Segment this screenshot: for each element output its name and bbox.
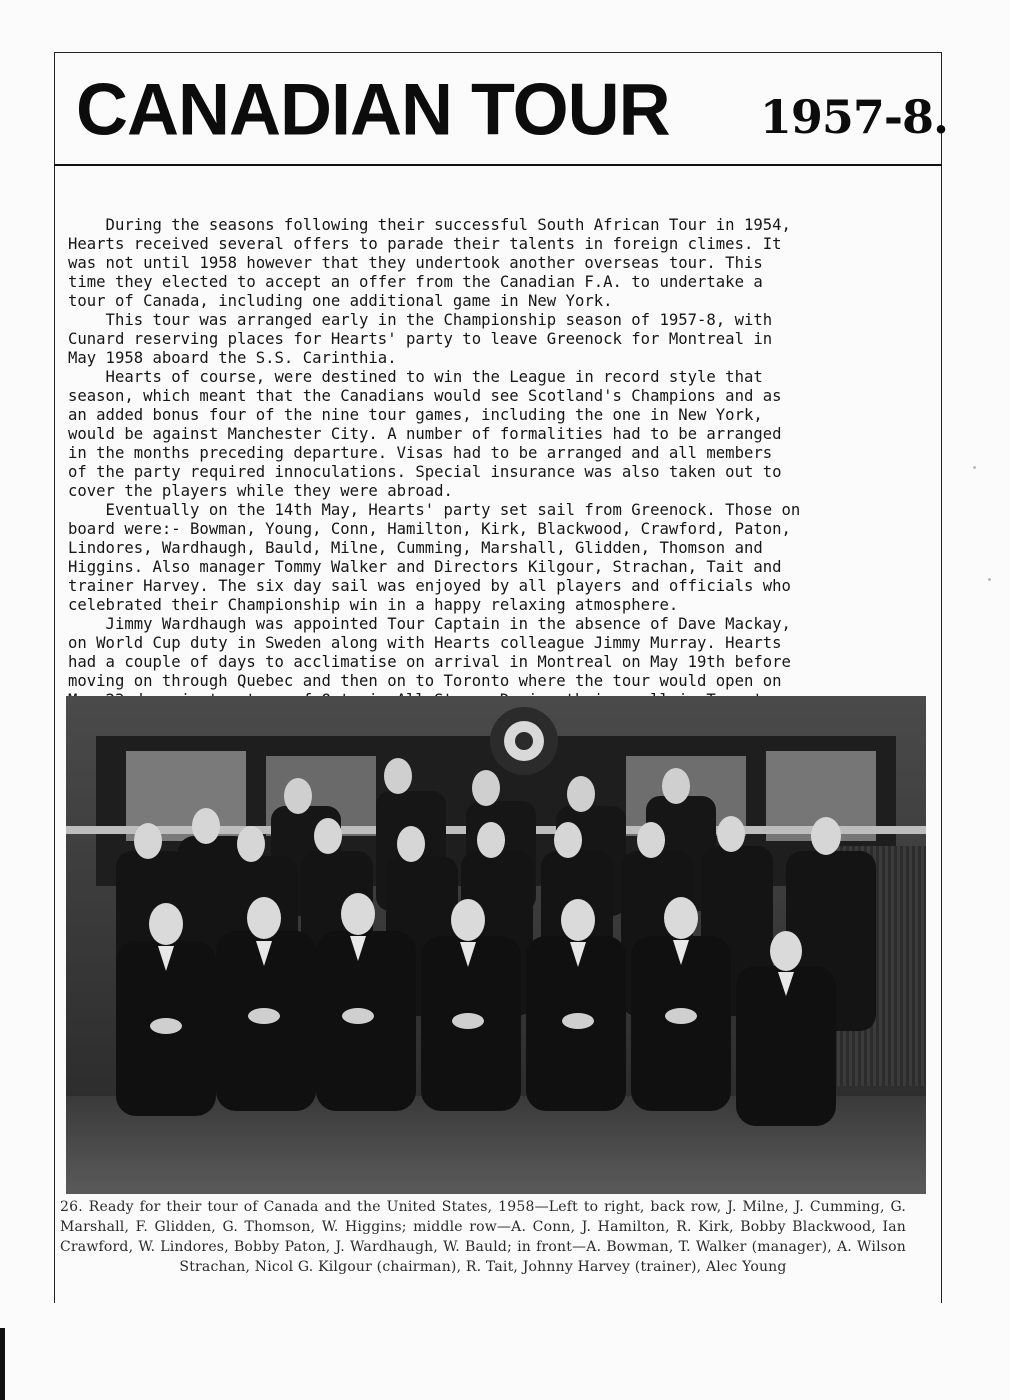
article-paragraph: Jimmy Wardhaugh was appointed Tour Captain in the absence of Dave Mackay, on World Cup duty in Sweden along with Hearts colleague Jimmy Murray. Hearts had a couple of days to acclimatise on arrival in Montreal on May 19th before moving on through Quebec and then on to Toronto where the tour would open on [68,615,791,690]
article-paragraph: During the seasons following their successful South African Tour in 1954, Hearts received several offers to parade their talents in foreign climes. It was not until 1958 however that they undertook another overseas tour. This time they elected to accept an offer from the Canadian F.A. to undertake a tour of Canada, including one additional game in New York. [68,216,791,310]
team-photo [66,696,926,1194]
page-title: CANADIAN TOUR [76,69,670,151]
article-paragraph: Eventually on the 14th May, Hearts' party set sail from Greenock. Those on board were:- Bowman, Young, Conn, Hamilton, Kirk, Blackwood, Crawford, Paton, Lindores, Wardhaugh, Bauld, Milne, Cumming, Marshall, Glidden, Thomson and Higgins. Also manager Tommy Walker and Directors Kilgour, Strachan, Tait and trainer Harvey. The six day sail was enjoyed by all players and officials who celebrated their Championship win in a happy relaxing atmosphere. [68,501,801,614]
binder-mark [0,1328,5,1400]
team-photo-illustration [66,696,926,1194]
photo-caption: 26. Ready for their tour of Canada and the United States, 1958—Left to right, back row, J. Milne, J. Cumming, G. Marshall, F. Glidden, G. Thomson, W. Higgins; middle row—A. Conn, J. Hamilton, R. Kirk, Bobby Blackwood, Ian Crawford, W. Lindores, Bobby Paton, J. Wardhaugh, W. Bauld; in front—A. Bowman, T. Walker (manager), A. Wilson Strachan, Nicol G. Kilgour (chairman), R. Tait, Johnny Harvey (trainer), Alec Young [60,1199,906,1275]
title-banner [54,52,948,166]
paper-speck [988,578,991,581]
article-body [68,178,938,748]
paper-speck [973,466,976,469]
page-title-year: 1957-8. [759,90,948,144]
article-paragraph: This tour was arranged early in the Championship season of 1957-8, with Cunard reserving places for Hearts' party to leave Greenock for Montreal in May 1958 aboard the S.S. Carinthia. [68,311,773,367]
article-paragraph: Hearts of course, were destined to win the League in record style that season, which meant that the Canadians would see Scotland's Champions and as an added bonus four of the nine tour games, including the one in New York, would be against Manchester City. A number of formalities had to be arranged in the months preceding departure. Visas had to be arranged and all members of the party required innoculations. Special insurance was also taken out to cover the players while they were abroad. [68,368,782,500]
